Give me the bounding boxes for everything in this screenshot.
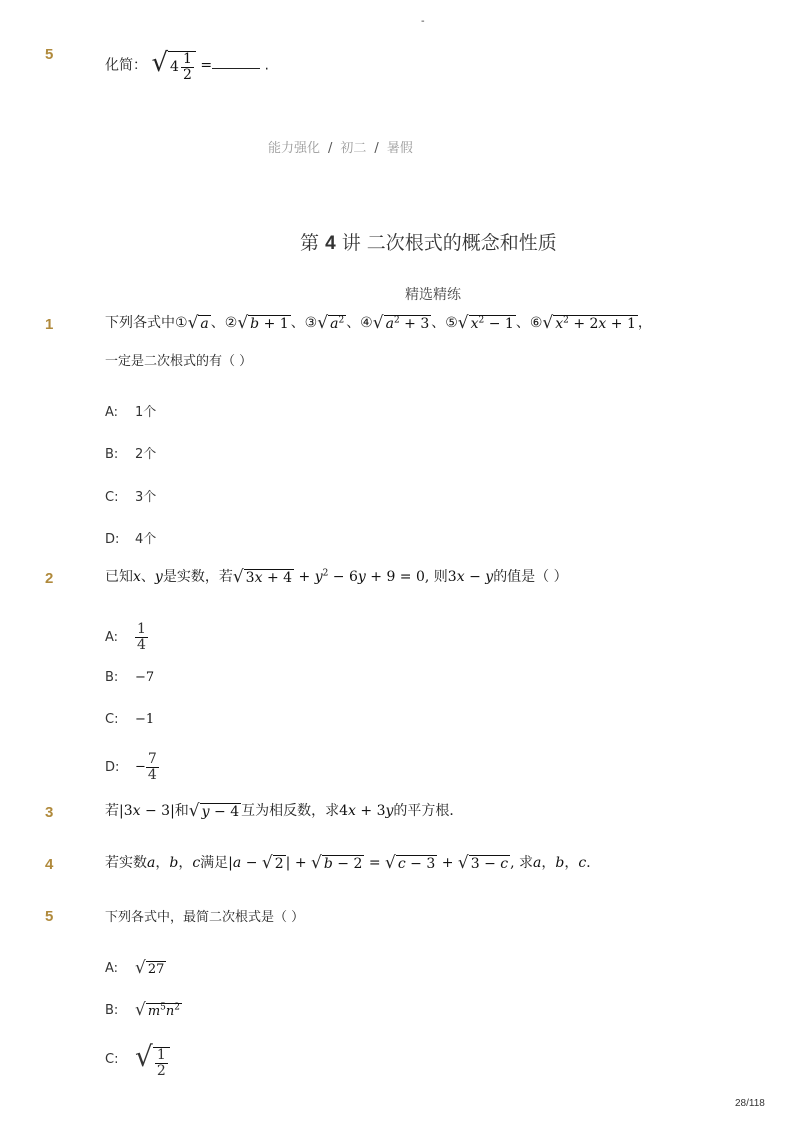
page-title: 第 4 讲 二次根式的概念和性质 — [300, 232, 557, 254]
option-c[interactable]: C: 3个 — [105, 490, 157, 505]
option-a[interactable]: A: 1个 — [105, 405, 157, 420]
top-mark: - — [421, 16, 425, 27]
option-a[interactable]: A: $\frac{1}{4}$ — [105, 621, 146, 653]
breadcrumb-separator: / — [328, 141, 333, 156]
question-number: 1 — [45, 316, 54, 333]
question-number: 5 — [45, 908, 54, 925]
question-text: 若实数a，b，c满足|a − √ 2 | + √ b − 2 = √ c − 3 + √ 3 − c , 求a，b，c． — [105, 853, 601, 873]
question-text: 化简： √ 4 $\frac{1}{2}$ = . — [105, 48, 269, 83]
question-text-line2: 一定是二次根式的有（ ） — [105, 354, 253, 369]
breadcrumb-separator: / — [374, 141, 379, 156]
answer-blank — [212, 68, 260, 69]
question-number: 3 — [45, 804, 54, 821]
question-text: 下列各式中①√ a 、②√ b + 1 、③√ $a^2$ 、④√ $a^2 + 3$ 、⑤√ $x^2 - 1$ 、⑥√ $x^2 + 2x + 1$ ， — [105, 313, 652, 333]
period: . — [264, 57, 269, 74]
option-d[interactable]: D: − $\frac{7}{4}$ — [105, 751, 157, 783]
question-text: 下列各式中，最简二次根式是（ ） — [105, 910, 305, 925]
option-c[interactable]: C: √ $\frac{1}{2}$ — [105, 1040, 170, 1078]
question-number: 4 — [45, 856, 54, 873]
breadcrumb-item: 初二 — [340, 141, 367, 156]
breadcrumb-item: 能力强化 — [268, 141, 321, 156]
breadcrumb — [268, 137, 413, 156]
page-indicator: 28/118 — [735, 1098, 765, 1109]
option-d[interactable]: D: 4个 — [105, 532, 157, 547]
option-a[interactable]: A: √ 27 — [105, 958, 165, 978]
option-b[interactable]: B: −7 — [105, 670, 155, 685]
question-text: 若|3x − 3|和√ y − 4 互为相反数，求4x + 3y的平方根． — [105, 801, 464, 821]
option-c[interactable]: C: −1 — [105, 712, 155, 727]
question-text: 已知x、y是实数，若√ $3x + 4 + y^2 - 6y + 9 = 0$, 则3x − y的值是（ ） — [105, 567, 568, 587]
section-subtitle: 精选精练 — [405, 287, 461, 303]
question-number: 2 — [45, 570, 54, 587]
question-number: 5 — [45, 46, 54, 63]
option-b[interactable]: B: 2个 — [105, 447, 157, 462]
option-b[interactable]: B: √ $m^5n^2$ — [105, 1000, 181, 1020]
sqrt-expression: √ 4 $\frac{1}{2}$ — [151, 48, 195, 83]
breadcrumb-item: 暑假 — [386, 141, 413, 156]
prompt-label: 化简： — [105, 57, 147, 74]
